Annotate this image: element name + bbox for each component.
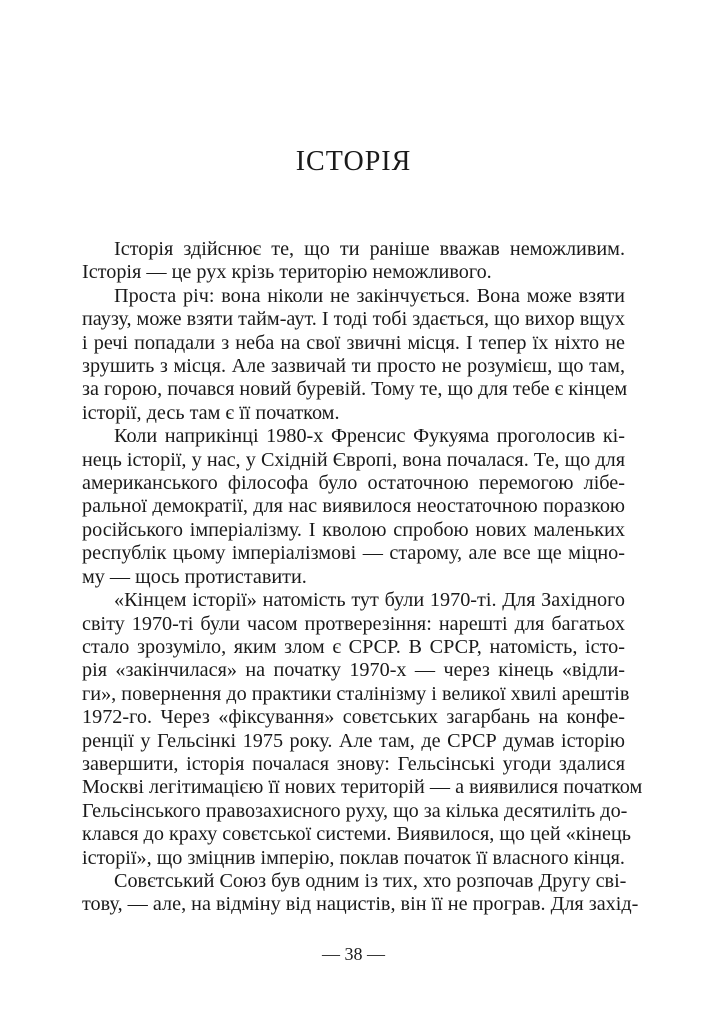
text-line: за горою, почався новий буревій. Тому те, що для тебе є кінцем: [82, 378, 628, 401]
text-line: Гельсінського правозахисного руху, що за кілька десятиліть до-: [82, 799, 628, 822]
text-line: і речі попадали з неба на свої звичні місця. І тепер їх ніхто не: [82, 331, 625, 354]
page-number: — 38 —: [322, 944, 385, 964]
text-line: стало зрозуміло, яким злом є СРСР. В СРСР, натомість, істо-: [82, 635, 625, 658]
text-line: Коли наприкінці 1980-х Френсис Фукуяма проголосив кі-: [114, 425, 625, 448]
text-line: 1972-го. Через «фіксування» совєтських загарбань на конфе-: [82, 706, 625, 729]
text-line: Історія здійснює те, що ти раніше вважав неможливим.: [114, 238, 625, 260]
text-line: республік цьому імперіалізмові — старому, але все ще міцно-: [82, 542, 625, 565]
text-line: зрушить з місця. Але зазвичай ти просто не розумієш, що там,: [82, 355, 625, 378]
text-line: Москві легітимацією її нових територій — а виявилися початком: [82, 776, 643, 799]
text-line: завершити, історія почалася знову: Гельсінські угоди здалися: [82, 752, 625, 775]
text-line: рія «закінчилася» на початку 1970-х — через кінець «відли-: [82, 659, 625, 682]
text-line: світу 1970-ті були часом протверезіння: нарешті для багатьох: [82, 612, 625, 635]
text-line: історії, десь там є її початком.: [82, 401, 340, 424]
text-line: ренції у Гельсінкі 1975 року. Але там, де СРСР думав історію: [82, 729, 625, 752]
text-line: му — щось протиставити.: [82, 565, 307, 588]
text-line: Совєтський Союз був одним із тих, хто розпочав Другу сві-: [114, 869, 627, 892]
text-line: тову, — але, на відміну від нацистів, він її не програв. Для захід-: [82, 893, 639, 916]
page-title: ІСТОРІЯ: [295, 146, 412, 177]
text-line: ги», повернення до практики сталінізму і великої хвилі арештів: [82, 682, 630, 705]
text-line: Історія — це рух крізь територію неможливого.: [82, 261, 492, 284]
text-line: «Кінцем історії» натомість тут були 1970-ті. Для Західного: [114, 589, 625, 612]
text-line: ральної демократії, для нас виявилося неостаточною поразкою: [82, 495, 625, 518]
text-line: паузу, може взяти тайм-аут. І тоді тобі здається, що вихор вщух: [82, 308, 625, 331]
text-line: російського імперіалізму. І кволою спробою нових маленьких: [82, 518, 625, 541]
text-line: американського філософа було остаточною перемогою лібе-: [82, 472, 625, 495]
text-line: клався до краху совєтської системи. Виявилося, що цей «кінець: [82, 823, 631, 846]
text-line: історії», що зміцнив імперію, поклав початок її власного кінця.: [82, 846, 625, 869]
body-text: [82, 238, 643, 917]
text-line: нець історії, у нас, у Східній Європі, вона почалася. Те, що для: [82, 448, 625, 471]
text-line: Проста річ: вона ніколи не закінчується. Вона може взяти: [114, 284, 625, 307]
